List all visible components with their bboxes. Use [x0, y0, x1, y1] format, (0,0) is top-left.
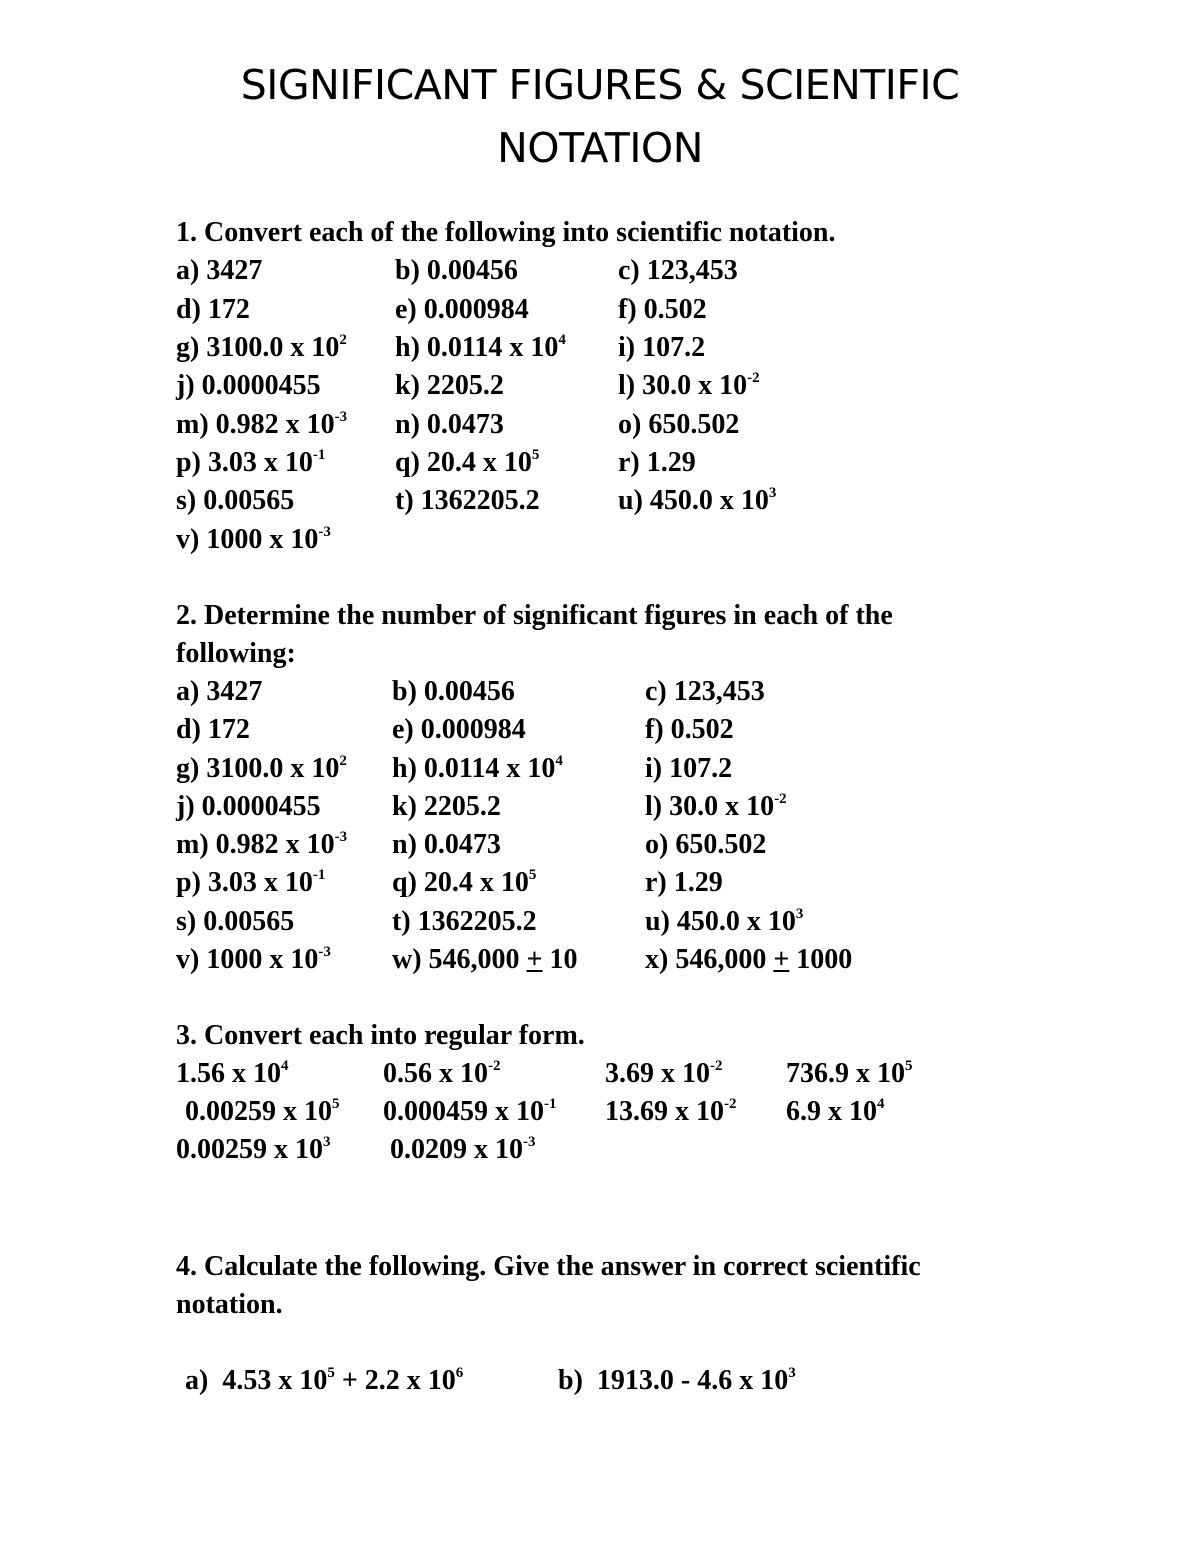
list-item	[392, 752, 563, 784]
item-value: 0.000984	[420, 714, 526, 745]
item-label: r)	[618, 447, 640, 478]
list-item	[786, 1095, 885, 1127]
item-value: 1000 x 10	[206, 944, 319, 975]
list-item	[392, 946, 578, 974]
item-label: o)	[618, 409, 642, 440]
item-tolerance: 10	[549, 944, 578, 975]
section-3-heading: 3. Convert each into regular form.	[176, 1020, 585, 1051]
item-label: u)	[618, 485, 643, 516]
item-label: l)	[618, 370, 636, 401]
list-item	[392, 716, 526, 744]
plus-minus-sign: +	[773, 944, 790, 975]
list-item	[176, 296, 250, 324]
list-item	[383, 1057, 501, 1089]
item-value: 546,000	[428, 944, 520, 975]
exponent: -2	[774, 790, 787, 807]
exponent: 3	[768, 484, 777, 501]
item-value: 0.982 x 10	[215, 829, 335, 860]
problem-4b	[558, 1364, 796, 1396]
list-item	[176, 408, 348, 440]
exponent: -2	[724, 1095, 737, 1112]
exponent: -3	[523, 1133, 536, 1150]
item-value: 0.56 x 10	[383, 1058, 488, 1089]
item-value: 0.00565	[203, 906, 295, 937]
item-value: 450.0 x 10	[649, 485, 769, 516]
problem-label: b)	[558, 1365, 583, 1396]
item-value: 0.00456	[426, 255, 518, 286]
list-item	[395, 411, 504, 439]
list-item	[176, 1133, 331, 1165]
problem-4a	[185, 1364, 464, 1396]
item-value: 13.69 x 10	[605, 1096, 724, 1127]
item-label: j)	[176, 791, 195, 822]
item-label: f)	[645, 714, 664, 745]
exponent: -2	[747, 369, 760, 386]
item-value: 650.502	[648, 409, 740, 440]
item-label: t)	[395, 485, 414, 516]
list-item	[176, 716, 250, 744]
list-item	[176, 331, 347, 363]
exponent: 5	[531, 446, 540, 463]
list-item	[618, 449, 696, 477]
problem-term: 4.53 x 10	[222, 1365, 328, 1396]
list-item	[176, 793, 321, 821]
item-value: 1000 x 10	[206, 524, 319, 555]
exponent: -1	[312, 446, 326, 463]
item-label: v)	[176, 524, 200, 555]
item-value: 123,453	[673, 676, 765, 707]
item-value: 3.69 x 10	[605, 1058, 710, 1089]
list-item	[618, 296, 707, 324]
item-label: o)	[645, 829, 669, 860]
exponent: -3	[334, 828, 348, 845]
section-2-heading-line-2: following:	[176, 638, 296, 669]
section-1-heading: 1. Convert each of the following into scientific notation.	[176, 217, 836, 248]
problem-term: 1913.0 - 4.6 x 10	[596, 1365, 789, 1396]
list-item	[645, 905, 804, 937]
item-value: 546,000	[675, 944, 767, 975]
item-value: 3427	[206, 676, 263, 707]
operator: +	[334, 1365, 365, 1396]
item-value: 1.29	[673, 867, 723, 898]
item-value: 2205.2	[423, 791, 501, 822]
list-item	[390, 1133, 536, 1165]
item-value: 0.502	[643, 294, 707, 325]
list-item	[392, 678, 515, 706]
item-value: 3.03 x 10	[207, 447, 313, 478]
item-value: 650.502	[675, 829, 767, 860]
item-label: g)	[176, 753, 200, 784]
item-label: a)	[176, 255, 200, 286]
item-label: c)	[645, 676, 667, 707]
list-item	[645, 755, 732, 783]
item-label: m)	[176, 409, 209, 440]
exponent: -2	[710, 1057, 723, 1074]
item-label: r)	[645, 867, 667, 898]
list-item	[395, 331, 566, 363]
item-value: 172	[207, 294, 250, 325]
list-item	[176, 257, 262, 285]
item-value: 20.4 x 10	[423, 867, 529, 898]
item-label: p)	[176, 447, 201, 478]
item-label: n)	[395, 409, 420, 440]
item-value: 0.00565	[203, 485, 295, 516]
item-label: v)	[176, 944, 200, 975]
item-value: 30.0 x 10	[642, 370, 748, 401]
item-value: 3.03 x 10	[207, 867, 313, 898]
item-value: 1362205.2	[417, 906, 537, 937]
item-value: 0.0000455	[201, 370, 321, 401]
list-item	[645, 946, 852, 974]
item-label: n)	[392, 829, 417, 860]
item-value: 0.0114 x 10	[423, 753, 556, 784]
item-value: 1362205.2	[420, 485, 540, 516]
list-item	[645, 869, 723, 897]
list-item	[392, 908, 537, 936]
list-item	[176, 678, 262, 706]
list-item	[395, 372, 504, 400]
exponent: 3	[788, 1364, 796, 1381]
exponent: 4	[558, 331, 566, 348]
section-2-heading-line-1: 2. Determine the number of significant figures in each of the	[176, 600, 893, 631]
item-value: 3100.0 x 10	[206, 753, 340, 784]
item-label: l)	[645, 791, 663, 822]
item-label: a)	[176, 676, 200, 707]
item-value: 0.0114 x 10	[426, 332, 559, 363]
item-value: 0.0473	[426, 409, 504, 440]
exponent: 5	[332, 1095, 340, 1112]
list-item	[176, 487, 294, 515]
item-label: s)	[176, 906, 197, 937]
item-label: t)	[392, 906, 411, 937]
item-label: h)	[395, 332, 420, 363]
problem-term: 2.2 x 10	[364, 1365, 456, 1396]
exponent: -1	[312, 866, 326, 883]
exponent: 4	[555, 752, 563, 769]
item-value: 6.9 x 10	[786, 1096, 877, 1127]
item-label: c)	[618, 255, 640, 286]
item-value: 30.0 x 10	[669, 791, 775, 822]
list-item	[395, 487, 540, 515]
item-value: 123,453	[646, 255, 738, 286]
list-item	[395, 446, 540, 478]
item-label: u)	[645, 906, 670, 937]
page-title-line-1: SIGNIFICANT FIGURES & SCIENTIFIC	[240, 61, 960, 109]
list-item	[176, 752, 347, 784]
list-item	[383, 1095, 557, 1127]
item-label: m)	[176, 829, 209, 860]
list-item	[392, 793, 501, 821]
exponent: -2	[488, 1057, 501, 1074]
item-value: 450.0 x 10	[676, 906, 796, 937]
list-item	[392, 866, 537, 898]
item-label: g)	[176, 332, 200, 363]
list-item	[618, 484, 777, 516]
list-item	[176, 943, 331, 975]
list-item	[618, 257, 738, 285]
item-value: 736.9 x 10	[786, 1058, 905, 1089]
exponent: -3	[334, 408, 348, 425]
exponent: 3	[795, 905, 804, 922]
item-label: b)	[395, 255, 420, 286]
exponent: 3	[323, 1133, 331, 1150]
list-item	[618, 334, 705, 362]
exponent: -3	[318, 523, 331, 540]
exponent: 5	[528, 866, 537, 883]
list-item	[618, 369, 760, 401]
section-4-heading-line-1: 4. Calculate the following. Give the answer in correct scientific	[176, 1251, 921, 1282]
item-label: i)	[618, 332, 636, 363]
exponent: 6	[455, 1364, 464, 1381]
item-label: q)	[392, 867, 417, 898]
exponent: 2	[339, 752, 347, 769]
section-4-heading-line-2: notation.	[176, 1289, 283, 1320]
item-value: 20.4 x 10	[426, 447, 532, 478]
item-value: 107.2	[642, 332, 706, 363]
item-value: 3100.0 x 10	[206, 332, 340, 363]
list-item	[176, 1057, 289, 1089]
problem-label: a)	[185, 1365, 209, 1396]
list-item	[645, 831, 766, 859]
item-label: q)	[395, 447, 420, 478]
item-label: p)	[176, 867, 201, 898]
list-item	[176, 908, 294, 936]
list-item	[618, 411, 739, 439]
item-label: f)	[618, 294, 637, 325]
list-item	[645, 716, 734, 744]
plus-minus-sign: +	[526, 944, 543, 975]
item-value: 1.29	[646, 447, 696, 478]
item-tolerance: 1000	[796, 944, 853, 975]
item-label: s)	[176, 485, 197, 516]
list-item	[185, 1095, 340, 1127]
item-label: j)	[176, 370, 195, 401]
exponent: 4	[877, 1095, 885, 1112]
exponent: 5	[327, 1364, 335, 1381]
item-label: b)	[392, 676, 417, 707]
item-label: e)	[392, 714, 414, 745]
item-label: e)	[395, 294, 417, 325]
item-value: 0.00259 x 10	[176, 1134, 323, 1165]
exponent: -1	[544, 1095, 557, 1112]
exponent: 4	[281, 1057, 289, 1074]
exponent: -3	[318, 943, 331, 960]
list-item	[645, 678, 765, 706]
list-item	[395, 257, 518, 285]
list-item	[645, 790, 787, 822]
item-value: 0.000984	[423, 294, 529, 325]
item-label: k)	[392, 791, 417, 822]
item-value: 0.0473	[423, 829, 501, 860]
list-item	[176, 446, 326, 478]
list-item	[176, 523, 331, 555]
item-value: 0.0209 x 10	[390, 1134, 523, 1165]
item-label: i)	[645, 753, 663, 784]
item-value: 107.2	[669, 753, 733, 784]
item-label: w)	[392, 944, 422, 975]
list-item	[605, 1057, 723, 1089]
item-value: 1.56 x 10	[176, 1058, 281, 1089]
exponent: 2	[339, 331, 347, 348]
list-item	[392, 831, 501, 859]
item-label: k)	[395, 370, 420, 401]
item-label: x)	[645, 944, 669, 975]
exponent: 5	[905, 1057, 913, 1074]
list-item	[176, 828, 348, 860]
list-item	[605, 1095, 737, 1127]
item-value: 0.502	[670, 714, 734, 745]
list-item	[176, 866, 326, 898]
item-value: 0.0000455	[201, 791, 321, 822]
item-label: h)	[392, 753, 417, 784]
item-value: 0.000459 x 10	[383, 1096, 544, 1127]
item-value: 0.982 x 10	[215, 409, 335, 440]
list-item	[395, 296, 529, 324]
item-value: 2205.2	[426, 370, 504, 401]
item-label: d)	[176, 714, 201, 745]
item-value: 0.00259 x 10	[185, 1096, 332, 1127]
item-value: 172	[207, 714, 250, 745]
list-item	[786, 1057, 913, 1089]
item-label: d)	[176, 294, 201, 325]
list-item	[176, 372, 321, 400]
item-value: 0.00456	[423, 676, 515, 707]
page-title-line-2: NOTATION	[497, 124, 703, 172]
item-value: 3427	[206, 255, 263, 286]
